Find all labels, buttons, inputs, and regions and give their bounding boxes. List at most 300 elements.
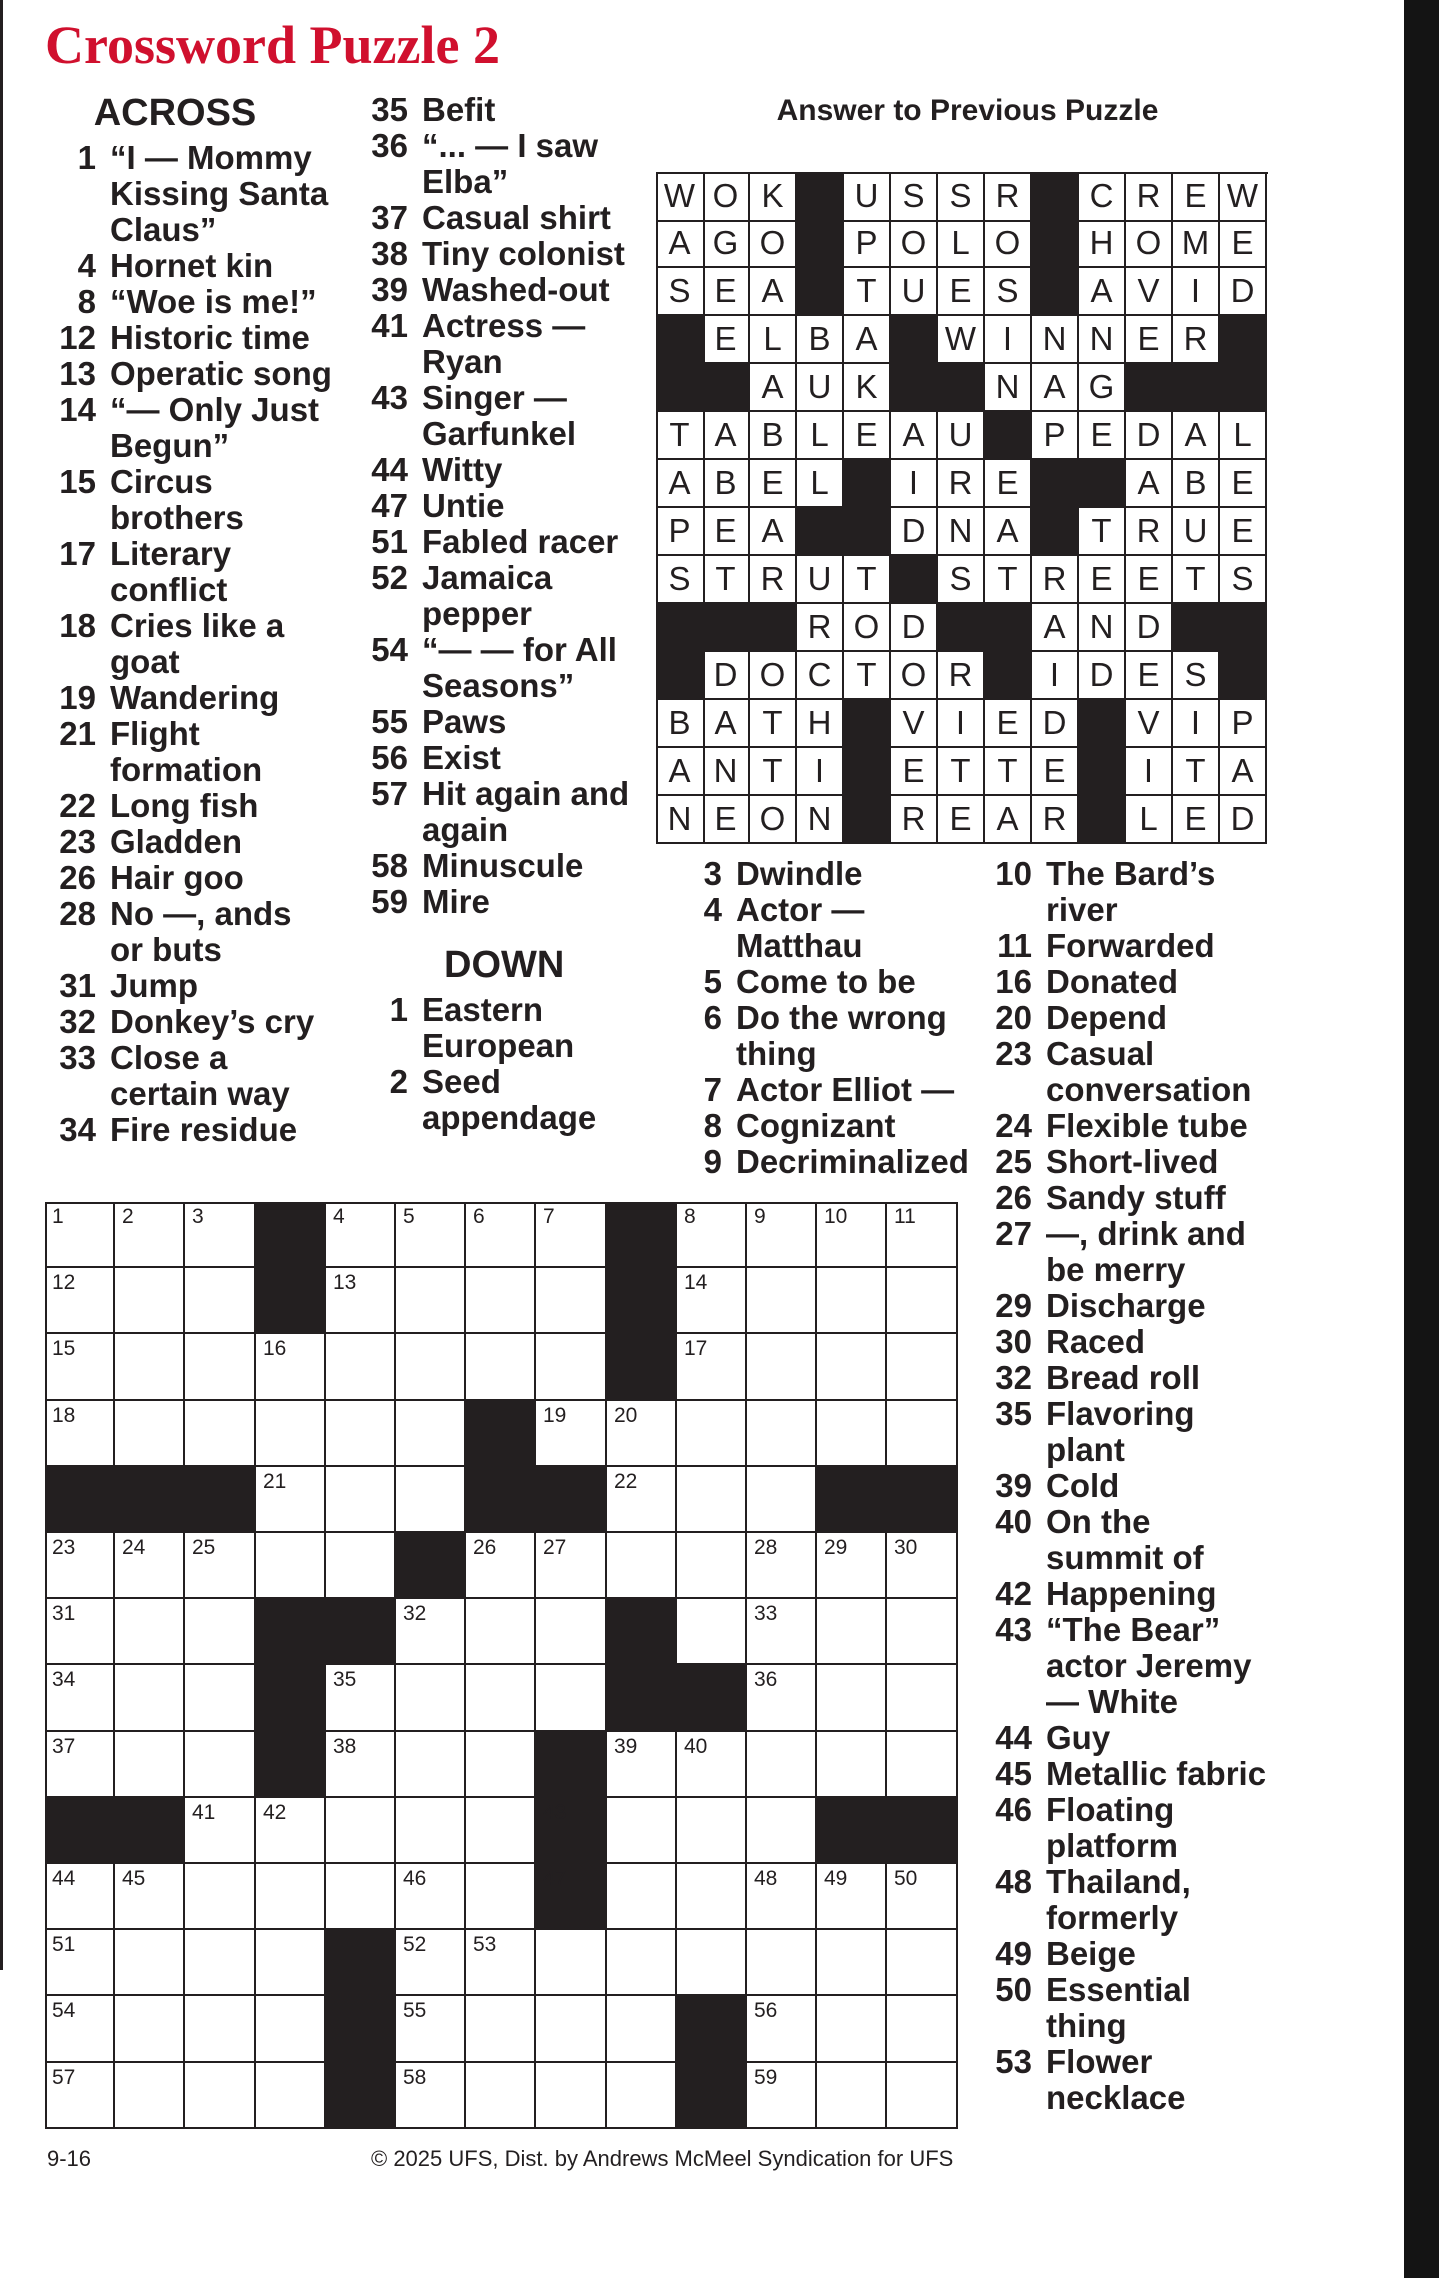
grid-cell[interactable] xyxy=(45,1268,115,1334)
answer-cell: E xyxy=(703,316,750,364)
grid-cell[interactable] xyxy=(677,1732,747,1798)
grid-cell[interactable] xyxy=(115,1401,185,1467)
answer-cell: W xyxy=(938,316,985,364)
answer-cell: R xyxy=(1126,508,1173,556)
grid-cell[interactable] xyxy=(185,1798,256,1864)
grid-cell[interactable] xyxy=(607,1930,677,1996)
grid-cell[interactable] xyxy=(256,1334,326,1401)
grid-cell[interactable] xyxy=(817,1533,887,1599)
grid-cell[interactable] xyxy=(817,1996,887,2063)
clue-number: 35 xyxy=(371,91,408,128)
black-square xyxy=(256,1599,326,1665)
cell-number: 4 xyxy=(333,1205,345,1228)
grid-cell[interactable] xyxy=(466,1930,536,1996)
grid-cell[interactable] xyxy=(396,1665,466,1732)
grid-cell[interactable] xyxy=(466,1665,536,1732)
grid-cell[interactable] xyxy=(185,1202,256,1268)
clue-number: 22 xyxy=(59,787,96,824)
grid-cell[interactable] xyxy=(747,1202,817,1268)
clue-number: 23 xyxy=(995,1035,1032,1072)
clue-item xyxy=(973,1288,1293,1324)
clue-column-3 xyxy=(680,856,980,1180)
grid-cell[interactable] xyxy=(747,1665,817,1732)
clue-text-line: Jamaica xyxy=(422,559,553,596)
grid-cell[interactable] xyxy=(887,1268,958,1334)
cell-number: 13 xyxy=(333,1271,357,1294)
grid-cell[interactable] xyxy=(326,1467,396,1533)
cell-number: 39 xyxy=(614,1735,638,1758)
answer-cell: B xyxy=(656,700,705,748)
answer-cell: E xyxy=(938,796,985,844)
answer-cell: E xyxy=(1220,508,1267,556)
answer-cell: E xyxy=(1126,556,1173,604)
grid-cell[interactable] xyxy=(817,1202,887,1268)
cell-number: 34 xyxy=(52,1668,76,1691)
answer-cell: R xyxy=(750,556,797,604)
clue-item xyxy=(973,1612,1293,1720)
clue-item xyxy=(680,892,980,964)
grid-cell[interactable] xyxy=(326,1798,396,1864)
clue-text-line: Flower xyxy=(1046,2043,1153,2080)
grid-cell[interactable] xyxy=(887,1864,958,1930)
grid-cell[interactable] xyxy=(185,2063,256,2129)
answer-cell: R xyxy=(985,172,1032,222)
grid-cell[interactable] xyxy=(256,1864,326,1930)
grid-cell[interactable] xyxy=(256,1798,326,1864)
grid-cell[interactable] xyxy=(326,1268,396,1334)
grid-cell[interactable] xyxy=(607,1996,677,2063)
grid-cell[interactable] xyxy=(45,1864,115,1930)
grid-cell[interactable] xyxy=(817,1599,887,1665)
clue-number: 6 xyxy=(703,999,722,1036)
grid-cell[interactable] xyxy=(677,1864,747,1930)
clue-text-line: Exist xyxy=(422,739,501,776)
grid-cell[interactable] xyxy=(817,1268,887,1334)
grid-cell[interactable] xyxy=(887,1665,958,1732)
grid-cell[interactable] xyxy=(536,1599,607,1665)
grid-cell[interactable] xyxy=(256,1930,326,1996)
clue-text-line: Elba” xyxy=(422,163,509,200)
answer-cell: L xyxy=(938,220,985,268)
clue-text-line: Mire xyxy=(422,883,490,920)
clue-number: 8 xyxy=(703,1107,722,1144)
grid-cell[interactable] xyxy=(607,2063,677,2129)
answer-cell: N xyxy=(703,748,750,796)
clue-text-line: Befit xyxy=(422,91,496,128)
grid-cell[interactable] xyxy=(747,1533,817,1599)
answer-cell: V xyxy=(1126,268,1173,316)
clue-text-line: conflict xyxy=(110,571,228,608)
clue-item xyxy=(680,1000,980,1072)
answer-cell: E xyxy=(1032,748,1079,796)
grid-cell[interactable] xyxy=(115,1202,185,1268)
grid-cell[interactable] xyxy=(887,1732,958,1798)
grid-cell[interactable] xyxy=(607,1798,677,1864)
grid-cell[interactable] xyxy=(887,1930,958,1996)
clue-number: 40 xyxy=(995,1503,1032,1540)
clue-number: 21 xyxy=(59,715,96,752)
grid-cell[interactable] xyxy=(326,1665,396,1732)
clue-number: 44 xyxy=(995,1719,1032,1756)
clue-item xyxy=(973,1972,1293,2044)
grid-cell[interactable] xyxy=(396,1930,466,1996)
clue-text-line: Cognizant xyxy=(736,1107,896,1144)
clue-text-line: pepper xyxy=(422,595,533,632)
grid-cell[interactable] xyxy=(326,1401,396,1467)
answer-cell: E xyxy=(938,268,985,316)
clue-number: 51 xyxy=(371,523,408,560)
clue-text-line: Casual xyxy=(1046,1035,1155,1072)
grid-cell[interactable] xyxy=(747,1599,817,1665)
grid-cell[interactable] xyxy=(536,1334,607,1401)
answer-cell: A xyxy=(844,316,891,364)
clue-item xyxy=(356,308,646,380)
clue-number: 12 xyxy=(59,319,96,356)
grid-cell[interactable] xyxy=(817,1864,887,1930)
grid-cell[interactable] xyxy=(817,1401,887,1467)
cell-number: 38 xyxy=(333,1735,357,1758)
answer-cell: P xyxy=(1032,412,1079,460)
answer-black-square xyxy=(797,268,844,316)
grid-cell[interactable] xyxy=(817,1665,887,1732)
grid-cell[interactable] xyxy=(887,1401,958,1467)
clue-item xyxy=(973,1864,1293,1936)
grid-cell[interactable] xyxy=(887,2063,958,2129)
grid-cell[interactable] xyxy=(677,1268,747,1334)
grid-cell[interactable] xyxy=(115,2063,185,2129)
grid-cell[interactable] xyxy=(256,1401,326,1467)
grid-cell[interactable] xyxy=(536,1996,607,2063)
grid-cell[interactable] xyxy=(115,1864,185,1930)
cell-number: 17 xyxy=(684,1337,708,1360)
grid-cell[interactable] xyxy=(396,1996,466,2063)
answer-cell: M xyxy=(1173,220,1220,268)
clue-text-line: appendage xyxy=(422,1099,597,1136)
grid-cell[interactable] xyxy=(396,1467,466,1533)
answer-black-square xyxy=(656,364,705,412)
cell-number: 21 xyxy=(263,1470,287,1493)
cell-number: 23 xyxy=(52,1536,76,1559)
clue-item xyxy=(356,848,646,884)
clue-text-line: Casual shirt xyxy=(422,199,611,236)
clue-text-line: Eastern xyxy=(422,991,544,1028)
grid-cell[interactable] xyxy=(466,1334,536,1401)
grid-cell[interactable] xyxy=(185,1401,256,1467)
clue-item xyxy=(45,1040,345,1112)
answer-black-square xyxy=(1220,316,1267,364)
grid-cell[interactable] xyxy=(115,1334,185,1401)
grid-cell[interactable] xyxy=(45,1401,115,1467)
clue-item xyxy=(356,524,646,560)
grid-cell[interactable] xyxy=(185,1665,256,1732)
answer-cell: R xyxy=(1173,316,1220,364)
clue-text-line: summit of xyxy=(1046,1539,1204,1576)
grid-cell[interactable] xyxy=(45,1732,115,1798)
grid-cell[interactable] xyxy=(396,1864,466,1930)
grid-cell[interactable] xyxy=(115,1268,185,1334)
grid-cell[interactable] xyxy=(817,2063,887,2129)
grid-cell[interactable] xyxy=(396,1599,466,1665)
clue-item xyxy=(973,1324,1293,1360)
answer-cell: N xyxy=(938,508,985,556)
clue-text-line: “— — for All xyxy=(422,631,617,668)
grid-cell[interactable] xyxy=(536,1665,607,1732)
grid-cell[interactable] xyxy=(747,1334,817,1401)
grid-cell[interactable] xyxy=(45,1665,115,1732)
clue-item xyxy=(973,856,1293,928)
grid-cell[interactable] xyxy=(256,1467,326,1533)
answer-black-square xyxy=(656,604,705,652)
clue-text-line: formation xyxy=(110,751,263,788)
clue-number: 28 xyxy=(59,895,96,932)
grid-cell[interactable] xyxy=(817,1334,887,1401)
grid-cell[interactable] xyxy=(466,2063,536,2129)
answer-black-square xyxy=(750,604,797,652)
grid-cell[interactable] xyxy=(887,1202,958,1268)
clue-text-line: Washed-out xyxy=(422,271,610,308)
grid-cell[interactable] xyxy=(466,1599,536,1665)
clue-item xyxy=(45,860,345,896)
grid-cell[interactable] xyxy=(326,1533,396,1599)
grid-cell[interactable] xyxy=(466,1533,536,1599)
answer-cell: I xyxy=(891,460,938,508)
grid-cell[interactable] xyxy=(887,1334,958,1401)
answer-black-square xyxy=(1079,796,1126,844)
clue-number: 58 xyxy=(371,847,408,884)
answer-cell: E xyxy=(1220,220,1267,268)
left-margin-rule xyxy=(0,0,3,1970)
grid-cell[interactable] xyxy=(607,1732,677,1798)
clue-number: 32 xyxy=(59,1003,96,1040)
answer-cell: O xyxy=(985,220,1032,268)
grid-cell[interactable] xyxy=(466,1996,536,2063)
clue-number: 57 xyxy=(371,775,408,812)
answer-cell: E xyxy=(703,508,750,556)
answer-cell: E xyxy=(844,412,891,460)
grid-cell[interactable] xyxy=(185,1599,256,1665)
answer-cell: N xyxy=(985,364,1032,412)
crossword-grid xyxy=(45,1202,958,2129)
clue-item xyxy=(45,824,345,860)
grid-cell[interactable] xyxy=(887,1996,958,2063)
clue-text-line: Happening xyxy=(1046,1575,1217,1612)
grid-cell[interactable] xyxy=(396,1202,466,1268)
answer-cell: L xyxy=(750,316,797,364)
grid-cell[interactable] xyxy=(747,1864,817,1930)
clue-text-line: necklace xyxy=(1046,2079,1186,2116)
answer-black-square xyxy=(1220,604,1267,652)
grid-cell[interactable] xyxy=(45,1334,115,1401)
grid-cell[interactable] xyxy=(677,1334,747,1401)
answer-cell: I xyxy=(1173,268,1220,316)
grid-cell[interactable] xyxy=(45,2063,115,2129)
previous-answer-title: Answer to Previous Puzzle xyxy=(776,94,1159,127)
grid-cell[interactable] xyxy=(45,1533,115,1599)
grid-cell[interactable] xyxy=(326,1202,396,1268)
clue-text-line: Actor Elliot — xyxy=(736,1071,955,1108)
grid-cell[interactable] xyxy=(536,2063,607,2129)
grid-cell[interactable] xyxy=(747,1996,817,2063)
answer-cell: L xyxy=(1126,796,1173,844)
grid-cell[interactable] xyxy=(536,1202,607,1268)
grid-cell[interactable] xyxy=(396,1798,466,1864)
grid-cell[interactable] xyxy=(115,1599,185,1665)
grid-cell[interactable] xyxy=(607,1467,677,1533)
grid-cell[interactable] xyxy=(466,1202,536,1268)
answer-cell: I xyxy=(938,700,985,748)
clue-number: 13 xyxy=(59,355,96,392)
answer-black-square xyxy=(844,796,891,844)
grid-cell[interactable] xyxy=(115,1930,185,1996)
grid-cell[interactable] xyxy=(817,1732,887,1798)
grid-cell[interactable] xyxy=(817,1930,887,1996)
grid-cell[interactable] xyxy=(466,1798,536,1864)
grid-cell[interactable] xyxy=(115,1533,185,1599)
clue-number: 47 xyxy=(371,487,408,524)
grid-cell[interactable] xyxy=(747,1401,817,1467)
grid-cell[interactable] xyxy=(185,1334,256,1401)
grid-cell[interactable] xyxy=(115,1665,185,1732)
cell-number: 58 xyxy=(403,2066,427,2089)
clue-text-line: Jump xyxy=(110,967,199,1004)
across-clue-list-continued xyxy=(356,92,646,920)
grid-cell[interactable] xyxy=(536,1268,607,1334)
grid-cell[interactable] xyxy=(45,1996,115,2063)
grid-cell[interactable] xyxy=(115,1732,185,1798)
clue-number: 37 xyxy=(371,199,408,236)
answer-cell: A xyxy=(1126,460,1173,508)
clue-item xyxy=(973,1180,1293,1216)
grid-cell[interactable] xyxy=(185,1996,256,2063)
answer-black-square xyxy=(985,652,1032,700)
grid-cell[interactable] xyxy=(185,1864,256,1930)
cell-number: 30 xyxy=(894,1536,918,1559)
grid-cell[interactable] xyxy=(607,1533,677,1599)
grid-cell[interactable] xyxy=(536,1401,607,1467)
answer-cell: K xyxy=(844,364,891,412)
answer-black-square xyxy=(844,700,891,748)
grid-cell[interactable] xyxy=(396,1732,466,1798)
grid-cell[interactable] xyxy=(466,1864,536,1930)
clue-text-line: Gladden xyxy=(110,823,243,860)
grid-cell[interactable] xyxy=(396,1268,466,1334)
clue-item xyxy=(680,964,980,1000)
grid-cell[interactable] xyxy=(747,2063,817,2129)
grid-cell[interactable] xyxy=(747,1268,817,1334)
clue-number: 59 xyxy=(371,883,408,920)
grid-cell[interactable] xyxy=(536,1533,607,1599)
cell-number: 57 xyxy=(52,2066,76,2089)
answer-black-square xyxy=(1126,364,1173,412)
grid-cell[interactable] xyxy=(326,1864,396,1930)
clue-number: 49 xyxy=(995,1935,1032,1972)
grid-cell[interactable] xyxy=(887,1533,958,1599)
black-square xyxy=(256,1268,326,1334)
clue-item xyxy=(45,716,345,788)
clue-item xyxy=(973,1468,1293,1504)
grid-cell[interactable] xyxy=(677,1798,747,1864)
grid-cell[interactable] xyxy=(677,1401,747,1467)
answer-black-square xyxy=(891,556,938,604)
grid-cell[interactable] xyxy=(747,1798,817,1864)
grid-cell[interactable] xyxy=(45,1930,115,1996)
clue-text-line: Dwindle xyxy=(736,855,863,892)
grid-cell[interactable] xyxy=(256,2063,326,2129)
answer-cell: E xyxy=(1126,652,1173,700)
grid-cell[interactable] xyxy=(747,1930,817,1996)
grid-cell[interactable] xyxy=(887,1599,958,1665)
grid-cell[interactable] xyxy=(747,1732,817,1798)
grid-cell[interactable] xyxy=(607,1401,677,1467)
black-square xyxy=(536,1798,607,1864)
grid-cell[interactable] xyxy=(396,2063,466,2129)
cell-number: 28 xyxy=(754,1536,778,1559)
grid-cell[interactable] xyxy=(747,1467,817,1533)
answer-cell: E xyxy=(703,268,750,316)
clue-text-line: On the xyxy=(1046,1503,1151,1540)
grid-cell[interactable] xyxy=(677,1202,747,1268)
clue-text-line: Singer — xyxy=(422,379,567,416)
grid-cell[interactable] xyxy=(45,1599,115,1665)
grid-cell[interactable] xyxy=(185,1930,256,1996)
grid-cell[interactable] xyxy=(326,1334,396,1401)
clue-text-line: Historic time xyxy=(110,319,310,356)
clue-item xyxy=(45,356,345,392)
grid-cell[interactable] xyxy=(396,1401,466,1467)
answer-black-square xyxy=(844,460,891,508)
black-square xyxy=(45,1798,115,1864)
black-square xyxy=(326,1930,396,1996)
grid-cell[interactable] xyxy=(185,1268,256,1334)
answer-cell: R xyxy=(891,796,938,844)
clue-text-line: “The Bear” xyxy=(1046,1611,1221,1648)
clue-item xyxy=(973,1108,1293,1144)
grid-cell[interactable] xyxy=(256,1533,326,1599)
clue-item xyxy=(973,2044,1293,2116)
clue-item xyxy=(45,536,345,608)
grid-cell[interactable] xyxy=(185,1732,256,1798)
answer-cell: S xyxy=(938,556,985,604)
grid-cell[interactable] xyxy=(185,1533,256,1599)
cell-number: 16 xyxy=(263,1337,287,1360)
grid-cell[interactable] xyxy=(607,1864,677,1930)
grid-cell[interactable] xyxy=(115,1996,185,2063)
clue-item xyxy=(973,1504,1293,1576)
clue-number: 10 xyxy=(995,855,1032,892)
answer-black-square xyxy=(891,364,938,412)
grid-cell[interactable] xyxy=(326,1732,396,1798)
grid-cell[interactable] xyxy=(536,1930,607,1996)
clue-item xyxy=(356,128,646,200)
clue-item xyxy=(45,968,345,1004)
clue-number: 8 xyxy=(77,283,96,320)
answer-cell: D xyxy=(1126,412,1173,460)
grid-cell[interactable] xyxy=(677,1599,747,1665)
grid-cell[interactable] xyxy=(677,1930,747,1996)
clue-number: 31 xyxy=(59,967,96,1004)
grid-cell[interactable] xyxy=(396,1334,466,1401)
clue-number: 41 xyxy=(371,307,408,344)
grid-cell[interactable] xyxy=(256,1996,326,2063)
grid-cell[interactable] xyxy=(466,1268,536,1334)
grid-cell[interactable] xyxy=(45,1202,115,1268)
cell-number: 3 xyxy=(192,1205,204,1228)
answer-cell: L xyxy=(1220,412,1267,460)
clue-item xyxy=(973,1792,1293,1864)
grid-cell[interactable] xyxy=(677,1533,747,1599)
grid-cell[interactable] xyxy=(677,1467,747,1533)
grid-cell[interactable] xyxy=(466,1732,536,1798)
